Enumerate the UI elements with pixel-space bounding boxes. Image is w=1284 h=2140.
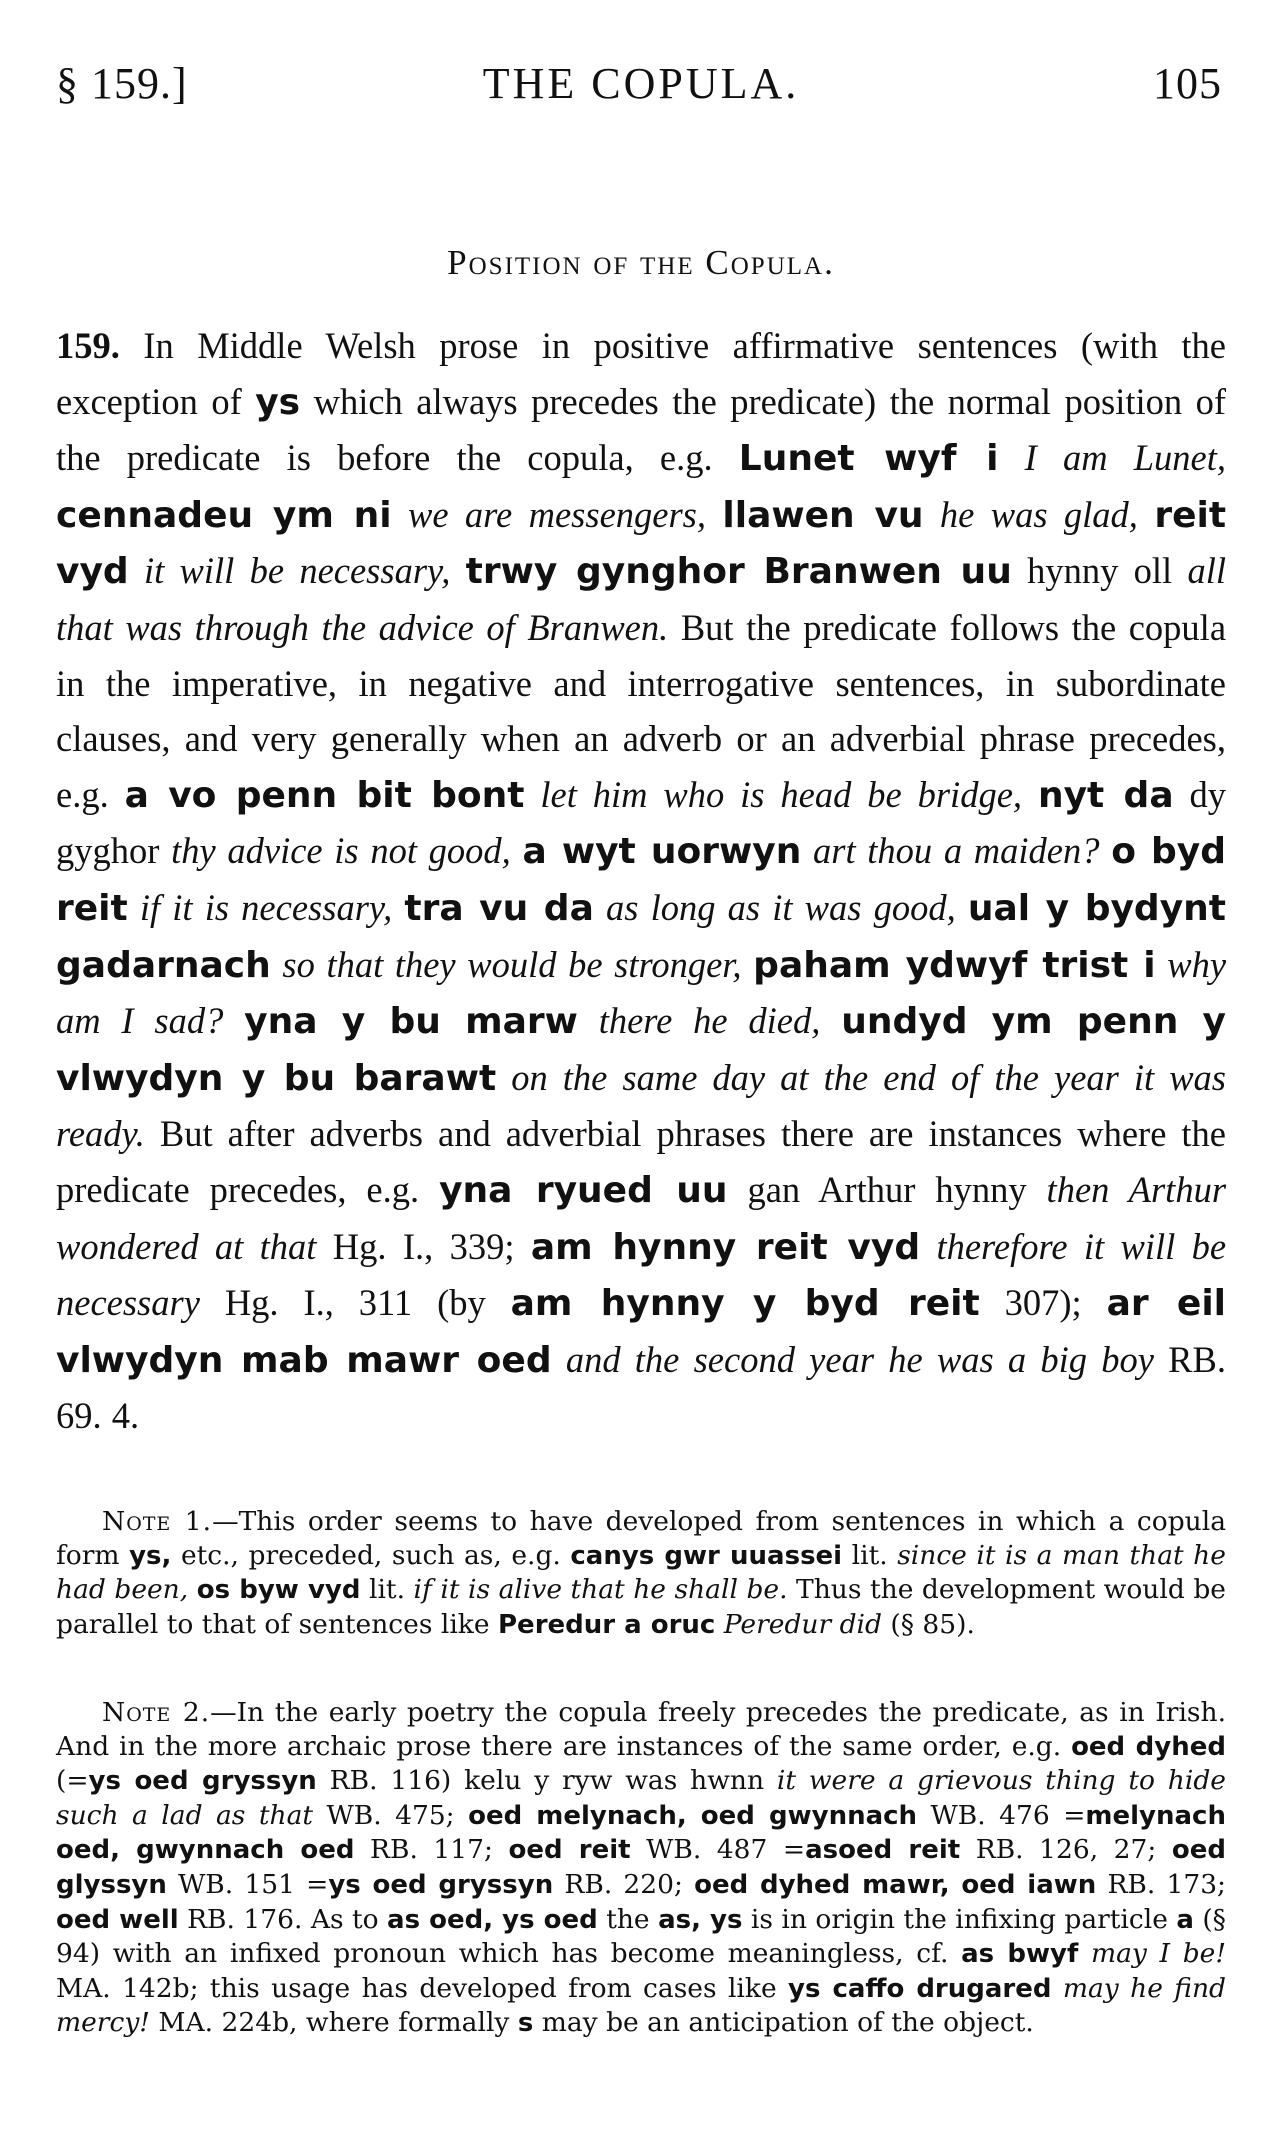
translation: it were a grievous thing to hide such a lad as that (56, 1765, 1226, 1831)
translation: and the second year he was a big boy (565, 1338, 1154, 1380)
welsh-term: oed melynach, oed gwynnach (468, 1800, 918, 1831)
translation: all that was through the advice of Branwen. (56, 550, 1226, 648)
translation: therefore it will be necessary (56, 1225, 1227, 1324)
text: RB. 176. As to (187, 1903, 379, 1935)
welsh-term: ual y bydynt gadarnach (56, 887, 1227, 986)
welsh-term: as bwyf (961, 1939, 1079, 1970)
text: lit. (368, 1574, 406, 1606)
citation: WB. 476 = (930, 1799, 1086, 1831)
welsh-term: oed reit (508, 1835, 631, 1866)
citation: Hg. I., 311 (by (224, 1282, 486, 1324)
translation: then Arthur wondered at that (56, 1168, 1227, 1267)
translation: may I be! (1090, 1938, 1226, 1970)
text: MA. 224b, where formally (158, 2007, 510, 2039)
text: RB. 116) kelu y ryw was hwnn (329, 1765, 765, 1797)
welsh-term: a (1176, 1904, 1194, 1935)
welsh-term: tra vu da (404, 887, 594, 929)
running-header (56, 58, 1226, 118)
welsh-term: a vo penn bit bont (124, 774, 525, 816)
welsh-term: os byw vyd (196, 1575, 361, 1606)
text: may be an anticipation of the object. (541, 2007, 1034, 2039)
note-label: Note 2. (102, 1697, 211, 1728)
welsh-term: undyd ym penn y vlwydyn y bu barawt (56, 1001, 1227, 1099)
welsh-term: s (517, 2008, 534, 2039)
citation: WB. 487 = (646, 1834, 806, 1866)
welsh-term: yna y bu marw (244, 1001, 578, 1043)
translation: we are messengers, (408, 493, 707, 535)
text: Thus the development would be parallel to that of sentences like (56, 1574, 1226, 1640)
translation: if it is alive that he shall be. (413, 1574, 788, 1606)
welsh-term: cennadeu ym ni (56, 494, 392, 536)
welsh-term: Peredur a oruc (498, 1609, 716, 1640)
welsh-term: oed glyssyn (56, 1835, 1226, 1900)
welsh-term: asoed reit (805, 1835, 961, 1866)
welsh-term: oed well (56, 1904, 179, 1935)
text: etc., preceded, such as, e.g. (180, 1539, 561, 1571)
welsh-term: oed dyhed mawr, oed iawn (694, 1869, 1097, 1900)
section-title: Position of the Copula. (447, 243, 835, 282)
citation: RB. 117; (370, 1834, 493, 1866)
text: But the predicate follows the copula in the imperative, in negative and interrogative sentences, in subordinate clauses, and very generally when an adverb or an adverbial phrase precedes, e.g. (56, 606, 1227, 815)
translation: I am Lunet, (1024, 437, 1227, 479)
welsh-term: ys oed gryssyn (328, 1869, 554, 1900)
welsh-term: ys (255, 381, 301, 423)
welsh-term: as, ys (658, 1904, 743, 1935)
header-section-ref: § 159.] (56, 59, 188, 108)
paragraph-number: 159. (56, 325, 120, 366)
translation: since it is a man that he had been, (56, 1539, 1226, 1606)
translation: if it is necessary, (139, 886, 393, 928)
citation: RB. 69. 4. (56, 1338, 1226, 1437)
translation: let him who is head be bridge, (540, 773, 1023, 815)
citation: RB. 173; (1107, 1868, 1226, 1900)
welsh-term: o byd reit (56, 831, 1227, 929)
translation: it will be necessary, (143, 550, 451, 592)
translation: why am I sad? (56, 943, 1227, 1042)
welsh-term: am hynny reit vyd (530, 1226, 921, 1268)
welsh-term: ys, (129, 1540, 172, 1571)
text: is in origin the infixing particle (750, 1903, 1168, 1935)
text: In Middle Welsh prose in positive affirmative sentences (with the exception of (56, 325, 1226, 422)
citation: Hg. I., 339; (332, 1225, 515, 1267)
citation: RB. 126, 27; (975, 1834, 1157, 1866)
note-2 (56, 1696, 1226, 2041)
welsh-term: Lunet wyf i (738, 438, 999, 480)
citation: WB. 151 = (178, 1868, 329, 1900)
translation: as long as it was good, (606, 886, 956, 928)
citation: RB. 220; (564, 1868, 683, 1900)
text: —In the early poetry the copula freely precedes the predicate, as in Irish. And in the more archaic prose there are instances of the same order, e.g. (56, 1697, 1227, 1762)
translation: on the same day at the end of the year it was ready. (56, 1056, 1227, 1155)
translation: he was glad, (939, 493, 1138, 535)
text: gan Arthur hynny (747, 1168, 1027, 1210)
welsh-term: ar eil vlwydyn mab mawr oed (56, 1283, 1227, 1381)
text: But after adverbs and adverbial phrases there are instances where the predicate precedes, e.g. (56, 1113, 1227, 1210)
welsh-term: reit vyd (56, 494, 1227, 593)
text: dy gyghor (56, 773, 1227, 872)
welsh-term: oed dyhed (1071, 1731, 1226, 1762)
note-label: Note 1. (102, 1506, 213, 1537)
welsh-term: as oed, ys oed (387, 1904, 598, 1935)
welsh-term: ys oed gryssyn (88, 1766, 317, 1797)
welsh-term: melynach oed, gwynnach oed (56, 1800, 1226, 1866)
translation: art thou a maiden? (813, 830, 1100, 872)
welsh-term: am hynny y byd reit (510, 1283, 980, 1325)
welsh-term: ys caffo drugared (788, 1973, 1052, 2004)
text: —This order seems to have developed from sentences in which a copula form (56, 1506, 1226, 1571)
text: (§ 94) with an infixed pronoun which has become meaningless, cf. (56, 1903, 1226, 1970)
text: the (606, 1903, 650, 1935)
translation: so that they would be stronger, (282, 943, 742, 985)
page-number: 105 (1153, 59, 1222, 108)
text: hynny oll (1027, 550, 1173, 592)
text: which always precedes the predicate) the normal position of the predicate is before the copula, e.g. (56, 380, 1226, 479)
welsh-term: nyt da (1037, 774, 1174, 816)
welsh-term: llawen vu (722, 494, 924, 536)
translation: there he died, (598, 1000, 821, 1042)
note-1 (56, 1505, 1226, 1642)
welsh-term: canys gwr uuassei (570, 1540, 843, 1571)
text: lit. (851, 1539, 888, 1571)
text: MA. 142b; this usage has developed from cases like (56, 1972, 777, 2004)
welsh-term: a wyt uorwyn (522, 831, 802, 873)
text: (= (56, 1765, 89, 1797)
translation: thy advice is not good, (171, 830, 511, 872)
paragraph-159 (56, 318, 1226, 1444)
citation: WB. 475; (326, 1799, 455, 1831)
translation: Peredur did (723, 1608, 882, 1640)
welsh-term: yna ryued uu (439, 1169, 728, 1211)
header-title: THE COPULA. (482, 59, 800, 108)
translation: may he find mercy! (56, 1972, 1226, 2039)
text: (§ 85). (890, 1608, 975, 1640)
welsh-term: trwy gynghor Branwen uu (465, 551, 1012, 593)
welsh-term: paham ydwyf trist i (753, 944, 1156, 986)
citation: 307); (1004, 1282, 1082, 1324)
